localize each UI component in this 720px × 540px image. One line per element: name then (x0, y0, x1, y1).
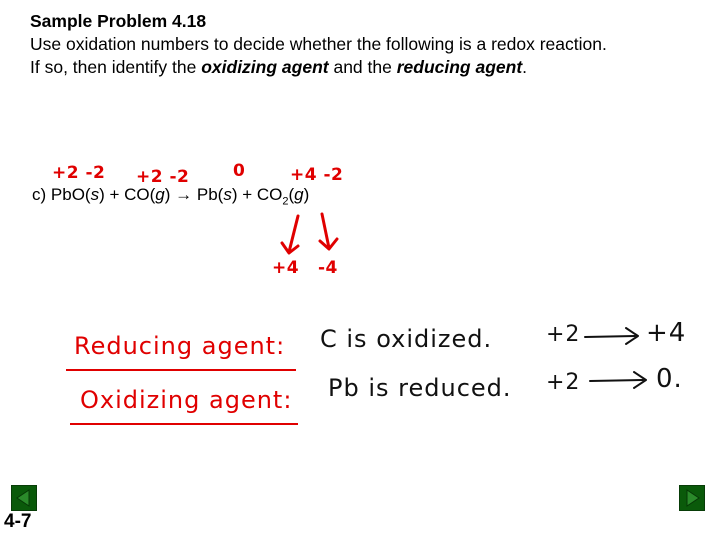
eq-part: ) + CO( (99, 185, 156, 204)
c-final-oxidation: +4 (646, 318, 687, 348)
eq-state: s (90, 185, 100, 204)
eq-state: g (294, 185, 304, 204)
eq-state: g (155, 185, 165, 204)
slide-number: 4-7 (4, 511, 32, 532)
problem-title: Sample Problem 4.18 (30, 11, 207, 31)
c-oxidized-statement: C is oxidized. (320, 325, 493, 353)
eq-part: ) (303, 185, 310, 204)
triangle-right-icon (680, 486, 704, 510)
co2-oxidation-numbers: +4 -2 (290, 165, 344, 185)
instruction-text: and the (328, 57, 397, 77)
eq-part: ) → Pb( (164, 185, 224, 204)
reducing-agent-term: reducing agent (396, 57, 523, 77)
previous-slide-button[interactable] (11, 485, 37, 511)
pb-transition-arrow-shaft (590, 380, 643, 381)
pb-final-oxidation: 0. (656, 364, 683, 394)
eq-state: s (223, 185, 232, 204)
oxidizing-agent-term: oxidizing agent (201, 57, 329, 77)
pb-oxidation-number: 0 (233, 161, 246, 181)
red-underline (66, 369, 296, 371)
eq-subscript: 2 (282, 195, 289, 208)
eq-part: c) Pb (32, 185, 72, 204)
eq-part: O( (71, 185, 91, 204)
o-oxidation-change: -4 (318, 258, 338, 278)
eq-part: ) + CO (231, 185, 283, 204)
reducing-agent-label: Reducing agent: (74, 332, 286, 360)
c-transition-arrow-shaft (585, 336, 635, 337)
problem-instruction-line1: Use oxidation numbers to decide whether the following is a redox reaction. (30, 34, 607, 54)
red-underline (70, 423, 298, 425)
pbo-oxidation-numbers: +2 -2 (52, 163, 106, 183)
pb-initial-oxidation: +2 (546, 370, 581, 395)
triangle-left-icon (12, 486, 36, 510)
co-oxidation-numbers: +2 -2 (136, 167, 190, 187)
instruction-text: . (522, 57, 528, 77)
instruction-text: If so, then identify the (30, 57, 202, 77)
c-oxidation-change: +4 (272, 258, 300, 278)
c-initial-oxidation: +2 (546, 322, 581, 347)
oxidizing-agent-label: Oxidizing agent: (80, 386, 293, 414)
pb-reduced-statement: Pb is reduced. (328, 374, 512, 402)
next-slide-button[interactable] (679, 485, 705, 511)
eq-part: ( (288, 185, 295, 204)
